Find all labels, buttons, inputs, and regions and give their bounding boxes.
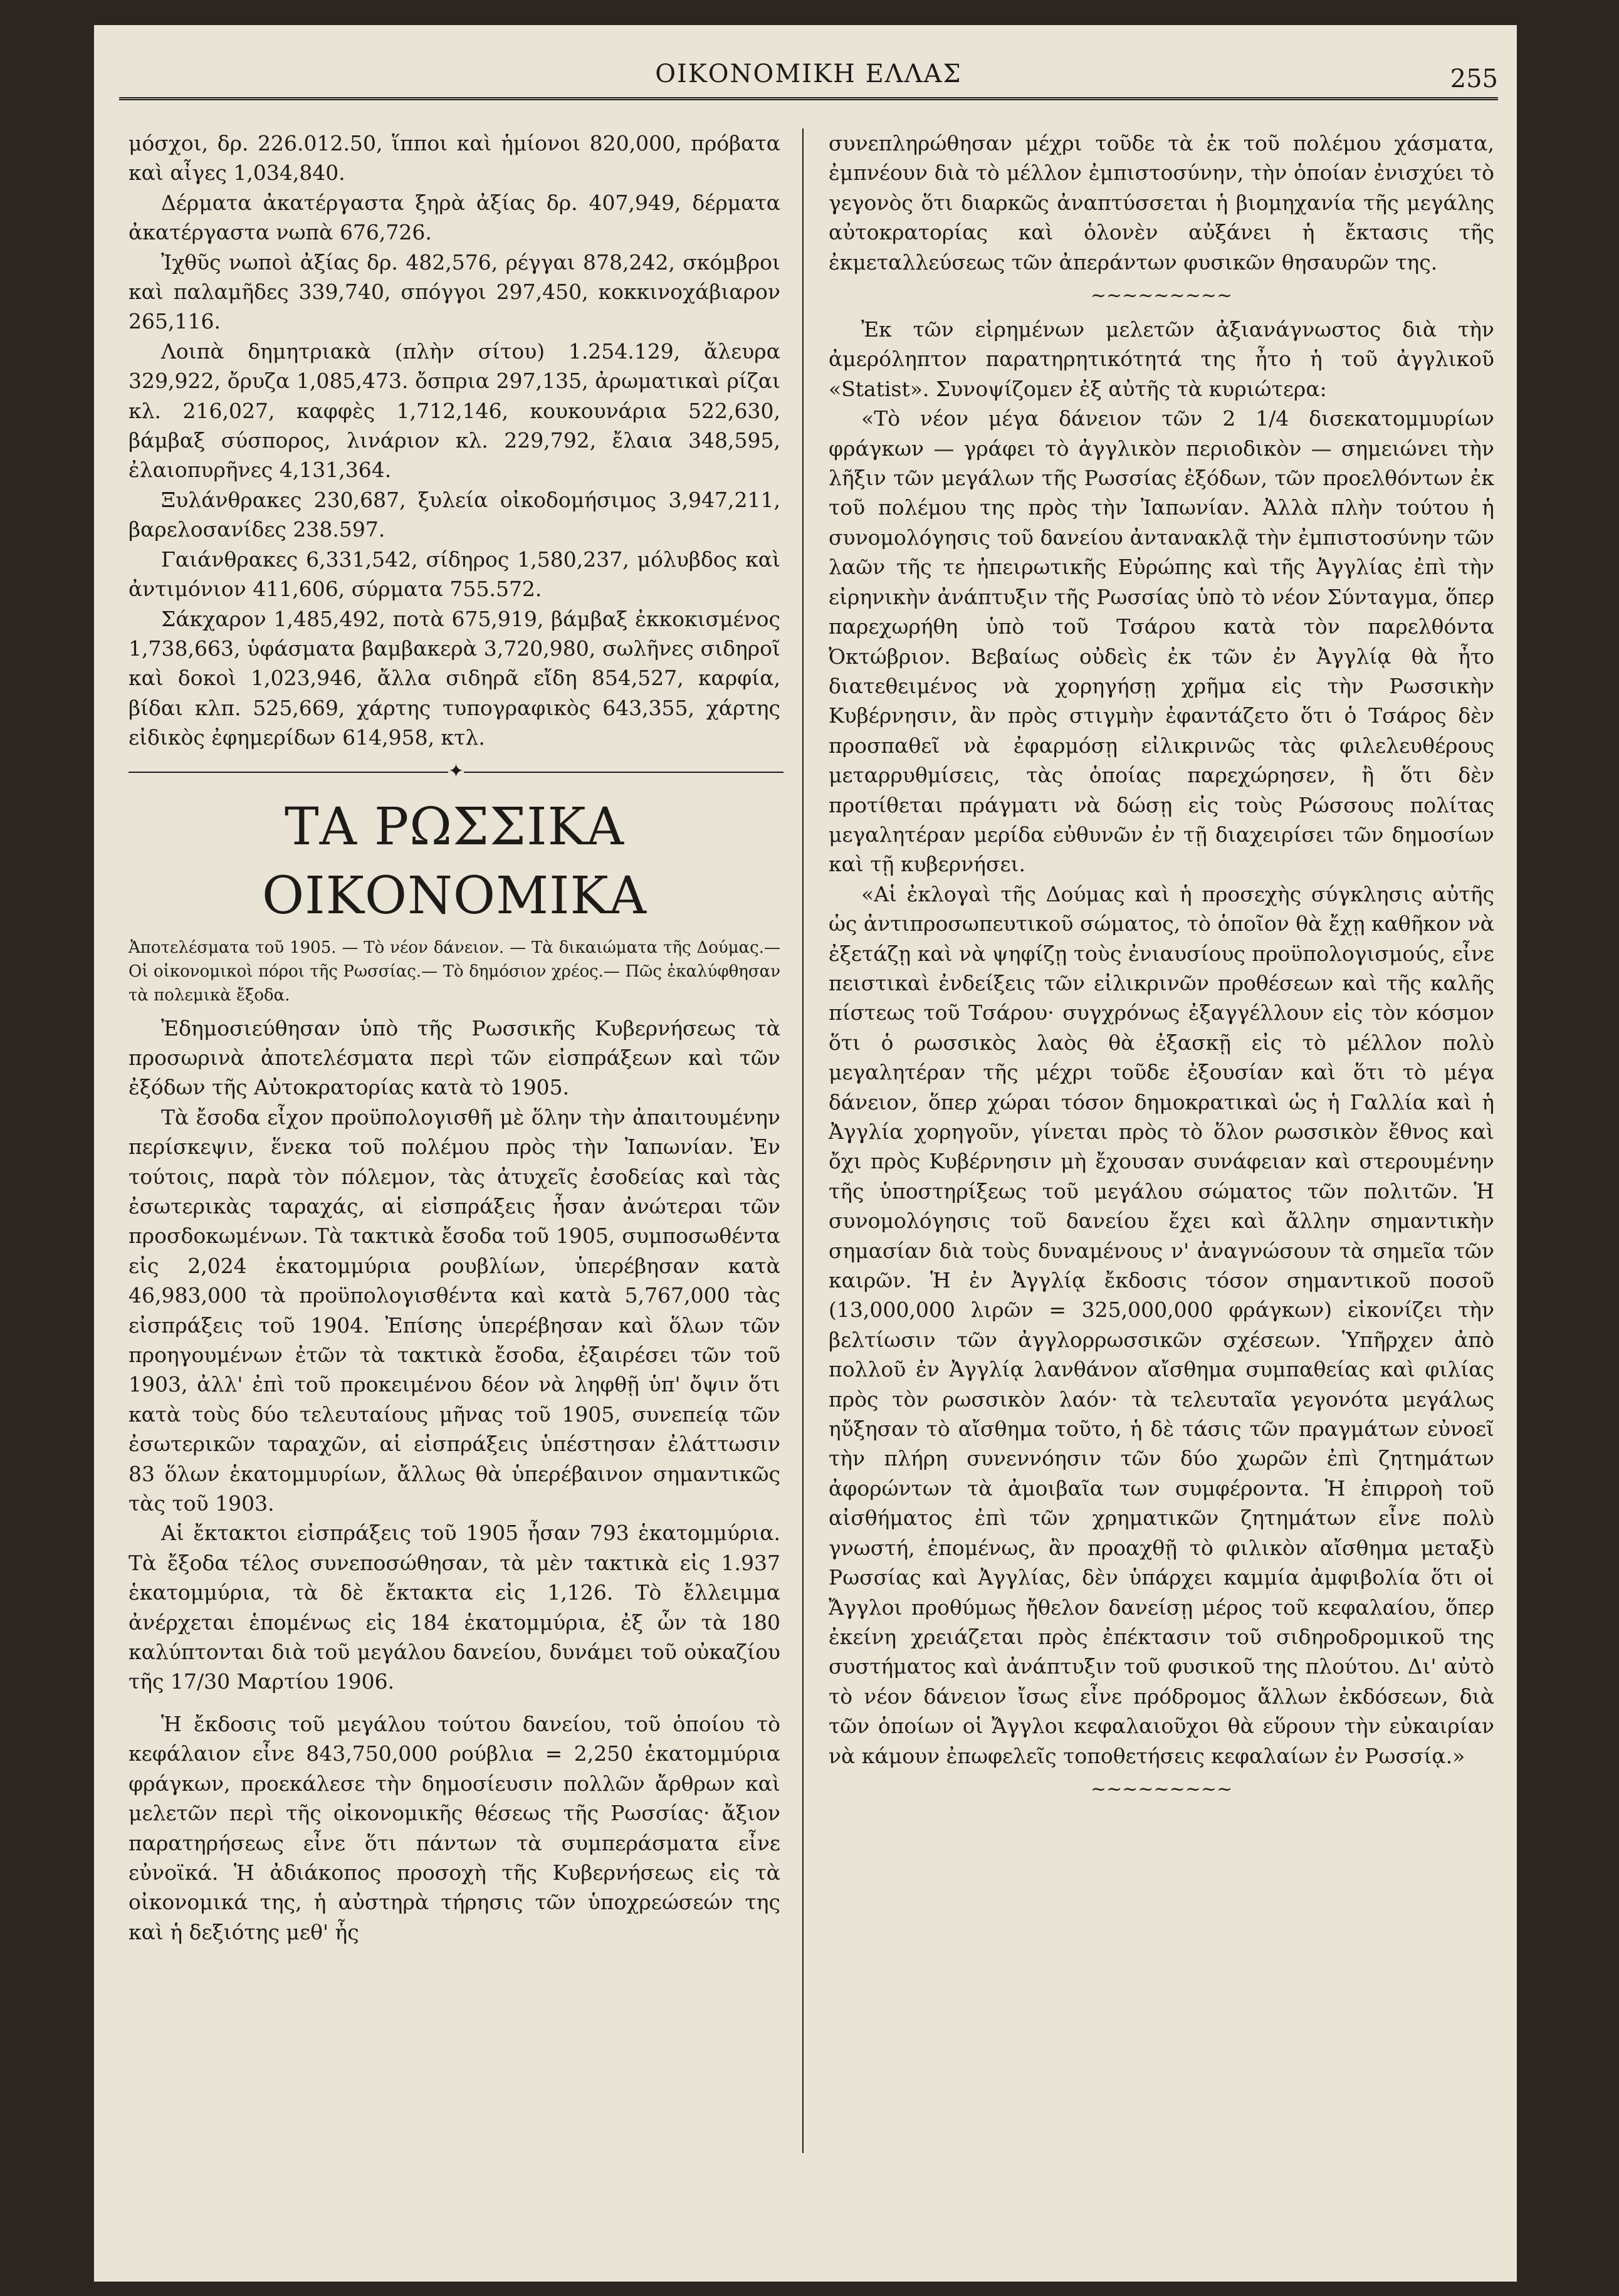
paragraph: Σάκχαρον 1,485,492, ποτὰ 675,919, βάμβαξ ἐκκοκισμένος 1,738,663, ὑφάσματα βαμβακερὰ 3,720,980, σωλῆνες σιδηροῖ καὶ δοκοὶ 1,023,946, ἄλλα σιδηρᾶ εἴδη 854,527, καρφία, βίδαι κλπ. 525,669, χάρτης τυπογραφικὸς 643,355, χάρτης εἰδικὸς ἐφημερίδων 614,958, κτλ. xyxy=(128,606,780,750)
header-rule xyxy=(119,97,1498,100)
paragraph: Αἱ ἔκτακτοι εἰσπράξεις τοῦ 1905 ἦσαν 793 ἑκατομμύρια. Τὰ ἔξοδα τέλος συνεποσώθησαν, τὰ μὲν τακτικὰ εἰς 1.937 ἑκατομμύρια, τὰ δὲ ἔκτακτα εἰς 1,126. Τὸ ἔλλειμμα ἀνέρχεται ἑπομένως εἰς 184 ἑκατομμύρια, ἐξ ὧν τὰ 180 καλύπτονται διὰ τοῦ μεγάλου δανείου, δυνάμει τοῦ οὐκαζίου τῆς 17/30 Μαρτίου 1906. xyxy=(128,1521,780,1694)
paragraph: Γαιάνθρακες 6,331,542, σίδηρος 1,580,237, μόλυβδος καὶ ἀντιμόνιον 411,606, σύρματα 755.572. xyxy=(128,547,780,602)
section-title: ΤΑ ΡΩΣΣΙΚΑ ΟΙΚΟΝΟΜΙΚΑ xyxy=(262,797,647,926)
right-column xyxy=(829,128,1494,1808)
ornament-divider: ―――――――――――――――――✦――――――――――――――――― xyxy=(128,760,784,782)
column-divider xyxy=(802,128,804,2153)
paragraph: Δέρματα ἀκατέργαστα ξηρὰ ἀξίας δρ. 407,949, δέρματα ἀκατέργαστα νωπὰ 676,726. xyxy=(128,190,780,245)
spacer xyxy=(128,1697,780,1709)
page-header xyxy=(94,60,1517,97)
page-number: 255 xyxy=(1450,65,1498,93)
running-title: ΟΙΚΟΝΟΜΙΚΗ ΕΛΛΑΣ xyxy=(655,60,962,88)
paragraph: Ξυλάνθρακες 230,687, ξυλεία οἰκοδομήσιμος 3,947,211, βαρελοσανίδες 238.597. xyxy=(128,487,780,542)
paragraph: «Αἱ ἐκλογαὶ τῆς Δούμας καὶ ἡ προσεχὴς σύγκλησις αὐτῆς ὡς ἀντιπροσωπευτικοῦ σώματος, τὸ ὁποῖον θὰ ἔχῃ καθῆκον νὰ ἐξετάζῃ καὶ νὰ ψηφίζῃ τοὺς ἐνιαυσίους προϋπολογισμούς, εἶνε πειστικαὶ ἐνδείξεις τῶν εἰλικρινῶν προθέσεων καὶ τῆς καλῆς πίστεως τοῦ Τσάρου· συγχρόνως ἐξαγγέλλουν εἰς τὸν κόσμον ὅτι ὁ ρωσσικὸς λαὸς θὰ ἐξασκῇ εἰς τὸ μέλλον πολὺ μεγαλητέραν τῆς μέχρι τοῦδε ἐξουσίαν καὶ ὅτι τὸ μέγα δάνειον, ὅπερ χώραι τόσον δημοκρατικαὶ ὡς ἡ Γαλλία καὶ ἡ Ἀγγλία χορηγοῦν, γίνεται πρὸς τὸ ὅλον ρωσσικὸν ἔθνος καὶ ὄχι πρὸς Κυβέρνησιν μὴ ἔχουσαν συνάφειαν καὶ στερουμένην τῆς ὑποστηρίξεως τοῦ μεγάλου σώματος τῶν πολιτῶν. Ἡ συνομολόγησις τοῦ δανείου ἔχει καὶ ἄλλην σημαντικὴν σημασίαν διὰ τοὺς δυναμένους ν' ἀναγνώσουν τὰ σημεῖα τῶν καιρῶν. Ἡ ἐν Ἀγγλίᾳ ἔκδοσις τόσον σημαντικοῦ ποσοῦ (13,000,000 λιρῶν = 325,000,000 φράγκων) εἰκονίζει τὴν βελτίωσιν τῶν ἀγγλορρωσσικῶν σχέσεων. Ὑπῆρχεν ἀπὸ πολλοῦ ἐν Ἀγγλίᾳ λανθάνον αἴσθημα συμπαθείας καὶ φιλίας πρὸς τὸν ρωσσικὸν λαόν· τὰ τελευταῖα γεγονότα μεγάλως ηὔξησαν τὸ αἴσθημα τοῦτο, ἡ δὲ τάσις τῶν πραγμάτων εὐνοεῖ τὴν πλήρη συνεννόησιν τῶν δύο χωρῶν ἐπὶ ζητημάτων ἀφορώντων τὰ ἀμοιβαῖα των συμφέροντα. Ἡ ἐπιρροὴ τοῦ αἰσθήματος ἐπὶ τῶν χρηματικῶν ζητημάτων εἶνε πολὺ γνωστή, ἑπομένως, ἂν προαχθῇ τὸ φιλικὸν αἴσθημα μεταξὺ Ρωσσίας καὶ Ἀγγλίας, δὲν ὑπάρχει καμμία ἀμφιβολία ὅτι οἱ Ἄγγλοι προθύμως ἤθελον δανείσῃ μέρος τοῦ κεφαλαίου, ὅπερ ἐκείνη χρειάζεται πρὸς ἐπέκτασιν τοῦ σιδηροδρομικοῦ της συστήματος καὶ ἀνάπτυξιν τοῦ φυσικοῦ της πλούτου. Δι' αὐτὸ τὸ νέον δάνειον ἴσως εἶνε πρόδρομος ἄλλων ἐκδόσεων, διὰ τῶν ὁποίων οἱ Ἄγγλοι κεφαλαιοῦχοι θὰ εὕρουν τὴν εὐκαιρίαν νὰ κάμουν ἐπωφελεῖς τοποθετήσεις κεφαλαίων ἐν Ρωσσίᾳ.» xyxy=(829,881,1494,1768)
paragraph: Τὰ ἔσοδα εἶχον προϋπολογισθῆ μὲ ὅλην τὴν ἀπαιτουμένην περίσκεψιν, ἕνεκα τοῦ πολέμου πρὸς τὴν Ἰαπωνίαν. Ἐν τούτοις, παρὰ τὸν πόλεμον, τὰς ἀτυχεῖς ἐσοδείας καὶ τὰς ἐσωτερικὰς ταραχάς, αἱ εἰσπράξεις ἦσαν ἀνώτεραι τῶν προσδοκωμένων. Τὰ τακτικὰ ἔσοδα τοῦ 1905, συμποσωθέντα εἰς 2,024 ἑκατομμύρια ρουβλίων, ὑπερέβησαν κατὰ 46,983,000 τὰ προϋπολογισθέντα καὶ κατὰ 5,767,000 τὰς εἰσπράξεις τοῦ 1904. Ἐπίσης ὑπερέβησαν καὶ ὅλων τῶν προηγουμένων ἐτῶν τὰ τακτικὰ ἔσοδα, ἐξαιρέσει τῶν τοῦ 1903, ἀλλ' ἐπὶ τοῦ προκειμένου δέον νὰ ληφθῇ ὑπ' ὄψιν ὅτι κατὰ τοὺς δύο τελευταίους μῆνας τοῦ 1905, συνεπείᾳ τῶν ἐσωτερικῶν ταραχῶν, αἱ εἰσπράξεις ὑπέστησαν ἐλάττωσιν 83 ὅλων ἑκατομμυρίων, ἄλλως θὰ ὑπερέβαινον σημαντικῶς τὰς τοῦ 1903. xyxy=(128,1104,780,1516)
section-summary: Ἀποτελέσματα τοῦ 1905. — Τὸ νέον δάνειον. — Τὰ δικαιώματα τῆς Δούμας.— Οἱ οἰκονομικοὶ πόροι τῆς Ρωσσίας.— Τὸ δημόσιον χρέος.— Πῶς ἐκαλύφθησαν τὰ πολεμικὰ ἔξοδα. xyxy=(128,938,780,1005)
paragraph: Ἡ ἔκδοσις τοῦ μεγάλου τούτου δανείου, τοῦ ὁποίου τὸ κεφάλαιον εἶνε 843,750,000 ρούβλια = 2,250 ἑκατομμύρια φράγκων, προεκάλεσε τὴν δημοσίευσιν πολλῶν ἄρθρων καὶ μελετῶν περὶ τῆς οἰκονομικῆς θέσεως τῆς Ρωσσίας· ἄξιον παρατηρήσεως εἶνε ὅτι πάντων τὰ συμπεράσματα εἶνε εὐνοϊκά. Ἡ ἀδιάκοπος προσοχὴ τῆς Κυβερνήσεως εἰς τὰ οἰκονομικά της, ἡ αὐστηρὰ τήρησις τῶν ὑποχρεώσεών της καὶ ἡ δεξιότης μεθ' ἧς xyxy=(128,1711,780,1944)
paragraph: «Τὸ νέον μέγα δάνειον τῶν 2 1/4 δισεκατομμυρίων φράγκων — γράφει τὸ ἀγγλικὸν περιοδικὸν — σημειώνει τὴν λῆξιν τῶν μεγάλων τῆς Ρωσσίας ἐξόδων, τῶν προελθόντων ἐκ τοῦ πολέμου της πρὸς τὴν Ἰαπωνίαν. Ἀλλὰ πλὴν τούτου ἡ συνομολόγησις τοῦ δανείου ἀντανακλᾷ τὴν ἐμπιστοσύνην τῶν λαῶν τῆς τε ἠπειρωτικῆς Εὐρώπης καὶ τῆς Ἀγγλίας ἐπὶ τὴν εἰρηνικὴν ἀνάπτυξιν τῆς Ρωσσίας ὑπὸ τὸ νέον Σύνταγμα, ὅπερ παρεχωρήθη ὑπὸ τοῦ Τσάρου κατὰ τὸν παρελθόντα Ὀκτώβριον. Βεβαίως οὐδεὶς ἐκ τῶν ἐν Ἀγγλίᾳ θὰ ἦτο διατεθειμένος νὰ χορηγήσῃ χρῆμα εἰς τὴν Ρωσσικὴν Κυβέρνησιν, ἂν πρὸς στιγμὴν ἐφαντάζετο ὅτι ὁ Τσάρος δὲν προσπαθεῖ νὰ ἐφαρμόσῃ εἰλικρινῶς τὰς φιλελευθέρους μεταρρυθμίσεις, τὰς ὁποίας παρεχώρησεν, ἢ ὅτι δὲν προτίθεται πράγματι νὰ δώσῃ εἰς τοὺς Ρώσσους πολίτας μεγαλητέραν μερίδα εὐθυνῶν ἐν τῇ διαχειρίσει τῶν δημοσίων καὶ τῇ κυβερνήσει. xyxy=(829,406,1494,877)
paragraph: Ἐκ τῶν εἰρημένων μελετῶν ἀξιανάγνωστος διὰ τὴν ἀμερόληπτον παρατηρητικότητά της ἦτο ἡ τοῦ ἀγγλικοῦ «Statist». Συνοψίζομεν ἐξ αὐτῆς τὰ κυριώτερα: xyxy=(829,317,1494,401)
paragraph: μόσχοι, δρ. 226.012.50, ἵπποι καὶ ἡμίονοι 820,000, πρόβατα καὶ αἶγες 1,034,840. xyxy=(128,131,780,186)
paragraph: Ἰχθῦς νωποὶ ἀξίας δρ. 482,576, ρέγγαι 878,242, σκόμβροι καὶ παλαμῆδες 339,740, σπόγγοι 297,450, κοκκινοχάβιαρον 265,116. xyxy=(128,249,780,334)
ornament-divider: ~~~~~~~~~ xyxy=(1090,285,1233,307)
paragraph: συνεπληρώθησαν μέχρι τοῦδε τὰ ἐκ τοῦ πολέμου χάσματα, ἐμπνέουν διὰ τὸ μέλλον ἐμπιστοσύνην, τὴν ὁποίαν ἐνισχύει τὸ γεγονὸς ὅτι διαρκῶς ἀναπτύσσεται ἡ βιομηχανία τῆς μεγάλης αὐτοκρατορίας καὶ ὁλονὲν αὐξάνει ἡ ἔκτασις τῆς ἐκμεταλλεύσεως τῶν ἀπεράντων φυσικῶν θησαυρῶν της. xyxy=(829,131,1494,275)
paragraph: Ἐδημοσιεύθησαν ὑπὸ τῆς Ρωσσικῆς Κυβερνήσεως τὰ προσωρινὰ ἀποτελέσματα περὶ τῶν εἰσπράξεων καὶ τῶν ἐξόδων τῆς Αὐτοκρατορίας κατὰ τὸ 1905. xyxy=(128,1015,780,1100)
paragraph: Λοιπὰ δημητριακὰ (πλὴν σίτου) 1.254.129, ἄλευρα 329,922, ὄρυζα 1,085,473. ὄσπρια 297,135, ἀρωματικαὶ ρίζαι κλ. 216,027, καφφὲς 1,712,146, κουκουνάρια 522,630, βάμβαξ σύσπορος, λινάριον κλ. 229,792, ἔλαια 348,595, ἐλαιοπυρῆνες 4,131,364. xyxy=(128,338,780,483)
ornament-divider: ~~~~~~~~~ xyxy=(1090,1778,1233,1800)
left-column xyxy=(128,128,784,1947)
page xyxy=(94,25,1517,2282)
